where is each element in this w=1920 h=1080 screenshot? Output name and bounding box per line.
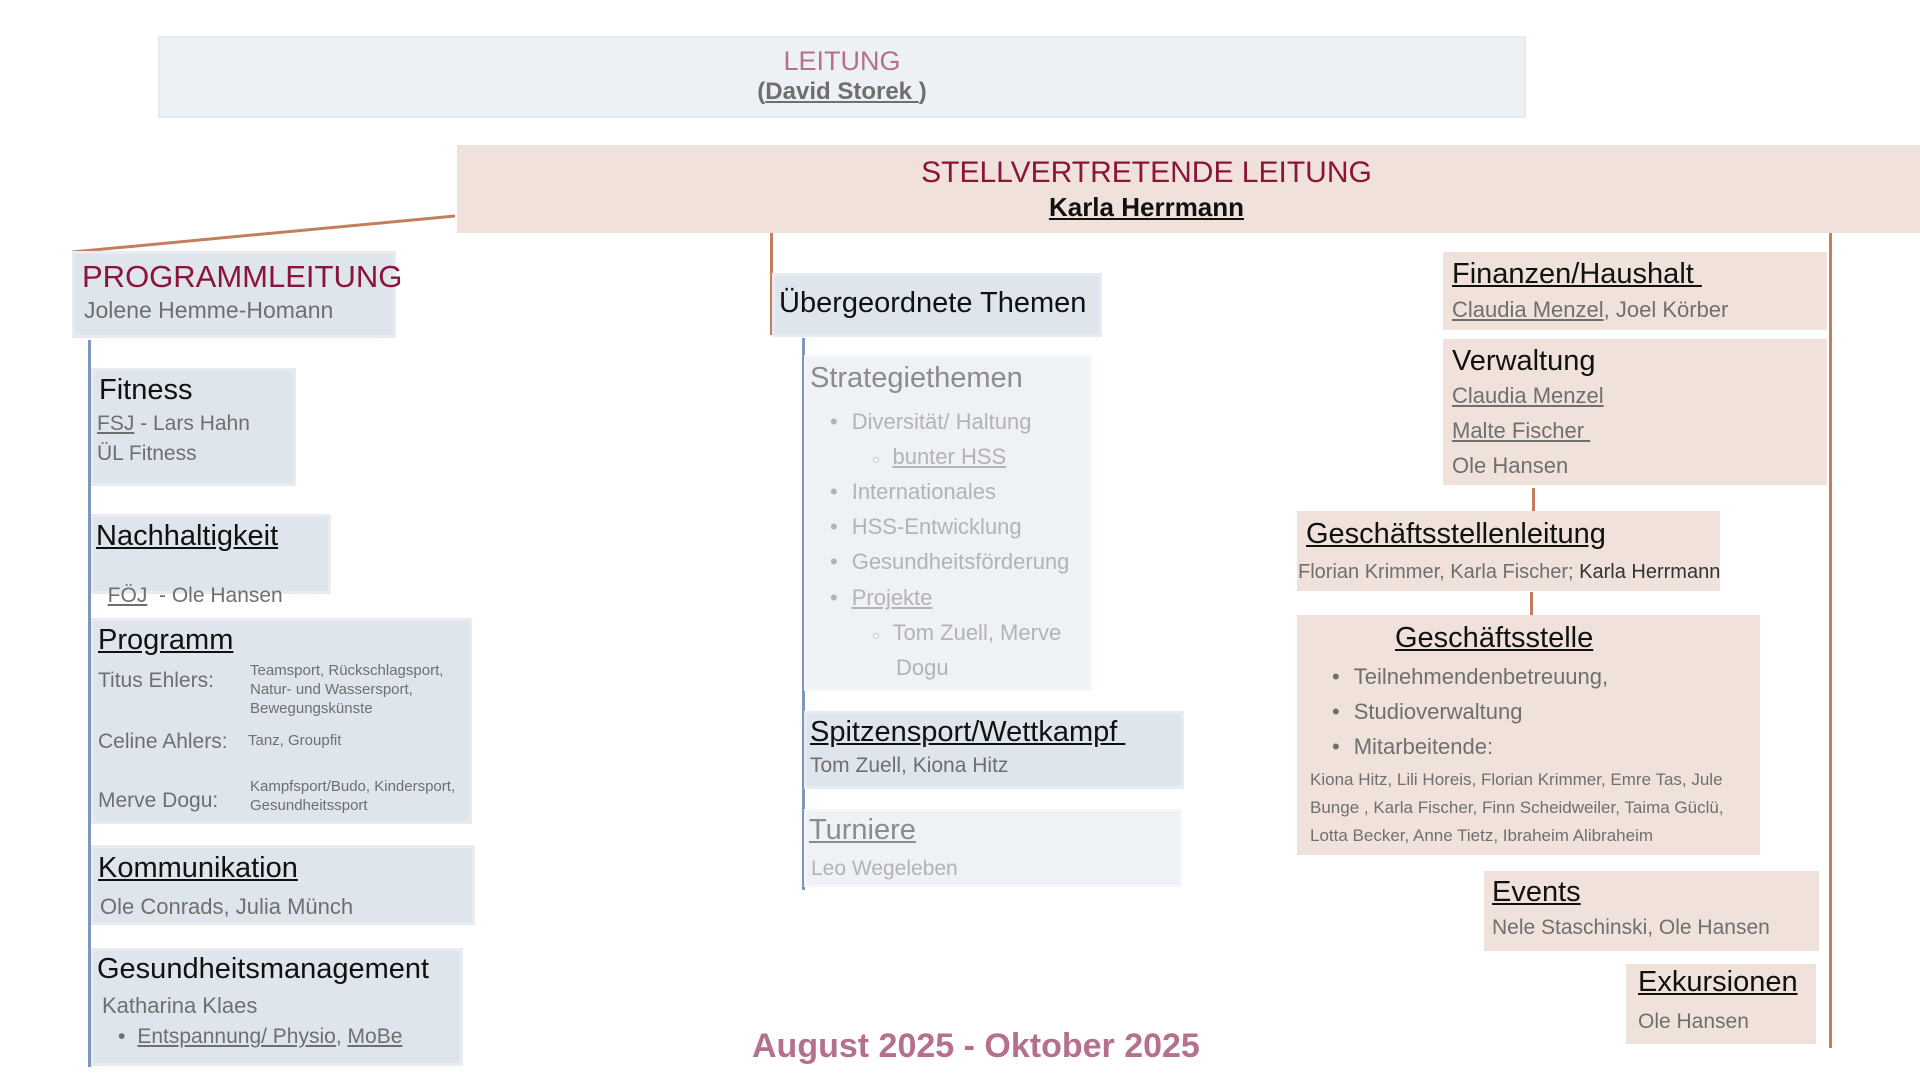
gsl-names-gray: Florian Krimmer, Karla Fischer; — [1298, 561, 1580, 583]
kommunikation-names: Ole Conrads, Julia Münch — [100, 894, 354, 919]
programm-row-name: Titus Ehlers: — [98, 669, 214, 692]
foj-link[interactable]: FÖJ — [107, 584, 148, 607]
bullet-icon: • — [830, 514, 838, 539]
events-names: Nele Staschinski, Ole Hansen — [1492, 916, 1770, 939]
turniere-name: Leo Wegeleben — [811, 857, 958, 880]
gs-item: • Mitarbeitende: — [1332, 734, 1494, 759]
leitung-paren-open: ( — [757, 78, 766, 105]
connector-right-column — [1829, 233, 1832, 1048]
nachhaltigkeit-title[interactable]: Nachhaltigkeit — [96, 520, 279, 552]
connector-verwaltung-gsl — [1532, 488, 1535, 512]
events-title[interactable]: Events — [1492, 876, 1581, 908]
gs-staff-line: Kiona Hitz, Lili Horeis, Florian Krimmer, Emre Tas, Jule — [1310, 770, 1723, 789]
strategie-item: • Internationales — [830, 479, 997, 504]
programm-row-detail: Teamsport, Rückschlagsport, Natur- und Wassersport, Bewegungskünste — [250, 662, 444, 717]
circle-bullet-icon: ○ — [872, 627, 881, 643]
leitung-title: LEITUNG — [783, 46, 901, 76]
strategie-item — [830, 585, 932, 611]
bullet-icon: • — [830, 409, 838, 434]
nachhaltigkeit-foj-line — [96, 560, 283, 608]
programm-row-detail: Kampfsport/Budo, Kindersport, Gesundheitssport — [250, 778, 456, 814]
strategie-item: • Gesundheitsförderung — [830, 549, 1070, 574]
turniere-title[interactable]: Turniere — [809, 814, 916, 846]
period-label: August 2025 - Oktober 2025 — [752, 1027, 1200, 1065]
spitzensport-title[interactable]: Spitzensport/Wettkampf — [810, 716, 1126, 748]
bunter-hss-link[interactable]: bunter HSS — [892, 444, 1007, 469]
fitness-fsj-line — [97, 412, 250, 436]
strategie-subitem-cont: Dogu — [896, 655, 949, 680]
kommunikation-title[interactable]: Kommunikation — [98, 852, 298, 884]
gsl-title[interactable]: Geschäftsstellenleitung — [1306, 518, 1606, 550]
programm-row-name: Merve Dogu: — [98, 789, 219, 812]
strategie-item: • HSS-Entwicklung — [830, 514, 1022, 539]
bullet-icon: • — [830, 585, 838, 610]
gsl-name-dark: Karla Herrmann — [1579, 561, 1721, 583]
separator: , — [335, 1025, 348, 1048]
programm-row-name: Celine Ahlers: — [98, 730, 228, 753]
finanzen-names — [1452, 297, 1728, 323]
strategie-subitem: ○ Tom Zuell, Merve — [872, 620, 1062, 645]
bullet-icon: • — [830, 479, 838, 504]
stellvertretung-name[interactable]: Karla Herrmann — [1048, 192, 1245, 222]
projekte-link[interactable]: Projekte — [851, 585, 933, 610]
exkursionen-name: Ole Hansen — [1638, 1010, 1749, 1033]
gs-staff-line: Lotta Becker, Anne Tietz, Ibraheim Alibraheim — [1310, 826, 1654, 845]
spitzensport-names: Tom Zuell, Kiona Hitz — [810, 754, 1009, 777]
fitness-title: Fitness — [99, 374, 193, 406]
finanzen-title[interactable]: Finanzen/Haushalt — [1452, 258, 1702, 290]
verwaltung-title: Verwaltung — [1452, 345, 1596, 377]
programm-row-detail: Tanz, Groupfit — [248, 732, 342, 749]
verwaltung-person: Ole Hansen — [1452, 453, 1569, 478]
bullet-icon: • — [1332, 664, 1340, 689]
programm-title[interactable]: Programm — [98, 624, 234, 656]
mobe-link[interactable]: MoBe — [347, 1025, 403, 1048]
programmleitung-name: Jolene Hemme-Homann — [84, 297, 334, 323]
circle-bullet-icon: ○ — [872, 451, 881, 467]
gs-item: • Studioverwaltung — [1332, 699, 1523, 724]
strategie-title: Strategiethemen — [810, 362, 1023, 394]
fsj-link[interactable]: FSJ — [97, 412, 135, 435]
stellvertretung-title: STELLVERTRETENDE LEITUNG — [921, 156, 1372, 189]
verwaltung-person-link[interactable]: Claudia Menzel — [1452, 383, 1604, 408]
gs-staff-line: Bunge , Karla Fischer, Finn Scheidweiler, Taima Güclü, — [1310, 798, 1724, 817]
programmleitung-title: PROGRAMMLEITUNG — [82, 259, 403, 294]
entspannung-link[interactable]: Entspannung/ Physio — [137, 1025, 336, 1048]
fitness-ul: ÜL Fitness — [97, 442, 197, 465]
bullet-icon: • — [1332, 734, 1340, 759]
leitung-name-link[interactable]: David Storek — [765, 78, 919, 105]
claudia-menzel-link[interactable]: Claudia Menzel — [1452, 297, 1604, 322]
strategie-subitem — [872, 444, 1006, 470]
leitung-paren-close: ) — [918, 78, 927, 105]
verwaltung-person-link[interactable]: Malte Fischer — [1452, 418, 1591, 443]
gsl-names — [1298, 561, 1720, 584]
bullet-icon: • — [830, 549, 838, 574]
gesundheit-list-item — [118, 1025, 402, 1049]
fsj-person: - Lars Hahn — [134, 412, 250, 435]
gesundheit-title: Gesundheitsmanagement — [97, 953, 430, 985]
connector-gsl-gs — [1530, 592, 1533, 616]
bullet-icon: • — [1332, 699, 1340, 724]
foj-person: - Ole Hansen — [147, 584, 283, 607]
strategie-item: • Diversität/ Haltung — [830, 409, 1032, 434]
exkursionen-title[interactable]: Exkursionen — [1638, 966, 1798, 998]
bullet-icon: • — [118, 1025, 126, 1048]
finanzen-other-names: , Joel Körber — [1603, 297, 1729, 322]
gs-item: • Teilnehmendenbetreuung, — [1332, 664, 1609, 689]
gesundheit-name: Katharina Klaes — [102, 993, 258, 1018]
themen-title: Übergeordnete Themen — [779, 287, 1087, 319]
gs-title[interactable]: Geschäftsstelle — [1395, 622, 1594, 654]
